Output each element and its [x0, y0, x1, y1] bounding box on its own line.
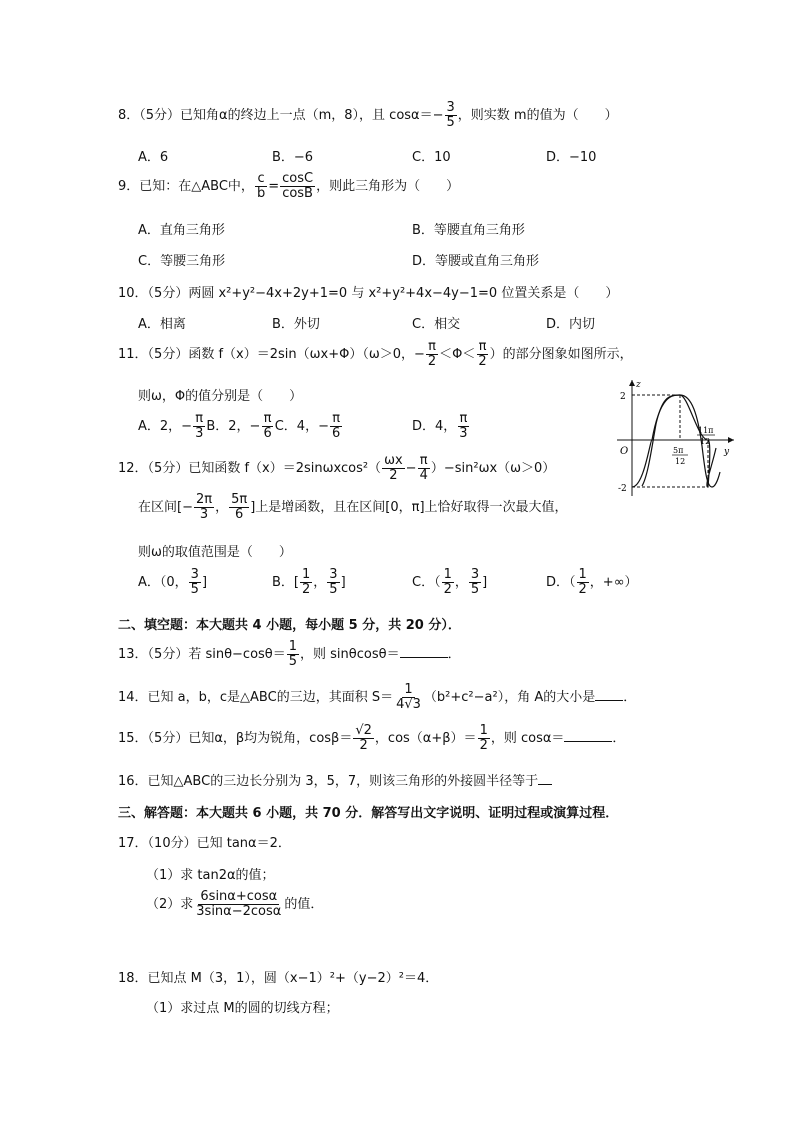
q12-option-b: B．[ $\frac{1}{2}$ ， $\frac{3}{5}$ ] — [272, 567, 346, 597]
answer-blank — [595, 688, 623, 701]
graph-x2-label: 11π — [698, 426, 714, 435]
q8-option-d: D．−10 — [546, 150, 597, 165]
q13-stem: 13．（5分）若 sinθ−cosθ＝ $\frac{1}{5}$ ，则 sinθcosθ＝ ． — [118, 639, 461, 669]
graph-x-axis-label: y — [724, 447, 730, 457]
sine-graph — [612, 376, 738, 500]
graph-y-axis-label: z — [636, 380, 641, 390]
q12-line2: 在区间[− $\frac{2\pi}{3}$ ， $\frac{5\pi}{6}$ ]上是增函数，且在区间[0，π]上恰好取得一次最大值， — [138, 492, 568, 522]
graph-ymin-label: -2 — [618, 484, 627, 494]
q10-stem: 10．（5分）两圆 x²+y²−4x+2y+1=0 与 x²+y²+4x−4y−1=0 位置关系是（ ） — [118, 286, 619, 301]
q9-option-c: C．等腰三角形 — [138, 254, 226, 269]
graph-origin-label: O — [620, 446, 629, 457]
section-2-heading: 二、填空题：本大题共 4 小题，每小题 5 分，共 20 分）． — [118, 618, 461, 633]
q9-option-d: D．等腰或直角三角形 — [412, 254, 540, 269]
q12-line3: 则ω的取值范围是（ ） — [138, 545, 292, 560]
q11-options: A．2，− $\frac{\pi}{3}$ B．2，− $\frac{\pi}{6}$ C．4，− $\frac{\pi}{6}$ — [138, 411, 341, 441]
q10-option-d: D．内切 — [546, 317, 596, 332]
answer-blank — [564, 729, 612, 742]
fraction: $\frac{3}{5}$ — [446, 100, 455, 130]
q14-stem: 14．已知 a，b，c是△ABC的三边，其面积 S＝ $\frac{1}{4√3}$ （b²+c²−a²），角 A的大小是 ． — [118, 682, 637, 712]
q9-option-a: A．直角三角形 — [138, 223, 225, 238]
q10-option-b: B．外切 — [272, 317, 320, 332]
q11-stem: 11．（5分）函数 f（x）＝2sin（ωx+Φ）（ω＞0，− $\frac{\pi}{2}$ ＜Φ＜ $\frac{\pi}{2}$ ）的部分图象如图所示， — [118, 339, 633, 369]
q18-stem: 18．已知点 M（3，1），圆（x−1）²+（y−2）²＝4． — [118, 971, 439, 986]
q8-option-b: B．−6 — [272, 150, 314, 165]
q15-stem: 15．（5分）已知α，β均为锐角，cosβ＝ $\frac{√2}{2}$ ，cos（α+β）＝ $\frac{1}{2}$ ，则 cosα＝ ． — [118, 723, 626, 753]
graph-x1-label: 5π — [673, 446, 684, 455]
graph-x1-den: 12 — [675, 457, 686, 466]
q9-stem: 9．已知：在△ABC中， $\frac{c}{b}$ = $\frac{\cos C}{\cos B}$ ，则此三角形为（ ） — [118, 171, 460, 201]
q12-option-d: D．（ $\frac{1}{2}$ ，+∞） — [546, 567, 638, 597]
answer-blank — [538, 772, 552, 785]
answer-blank — [400, 645, 448, 658]
q12-option-a: A．（0， $\frac{3}{5}$ ] — [138, 567, 208, 597]
q11-line2: 则ω，Φ的值分别是（ ） — [138, 389, 303, 404]
section-3-heading: 三、解答题：本大题共 6 小题，共 70 分．解答写出文字说明、证明过程或演算过程． — [118, 806, 619, 821]
q17-part2: （2）求 $\frac{6\sin\alpha+\cos\alpha}{3\sin\alpha-2\cos\alpha}$ 的值． — [146, 889, 324, 919]
q10-option-a: A．相离 — [138, 317, 186, 332]
q17-part1: （1）求 tan2α的值； — [146, 868, 275, 883]
graph-x2-den: 12 — [700, 437, 711, 446]
q16-stem: 16．已知△ABC的三边长分别为 3，5，7，则该三角形的外接圆半径等于 — [118, 770, 552, 789]
q8-option-c: C．10 — [412, 150, 451, 165]
q8-option-a: A．6 — [138, 150, 169, 165]
q18-part1: （1）求过点 M的圆的切线方程； — [146, 1001, 339, 1016]
q10-option-c: C．相交 — [412, 317, 461, 332]
q8-stem: 8．（5分）已知角α的终边上一点（m，8），且 cosα＝− $\frac{3}{5}$ ，则实数 m的值为（ ） — [118, 100, 618, 130]
q12-stem: 12．（5分）已知函数 f（x）＝2sinωxcos²（ $\frac{\omega x}{2}$ − $\frac{\pi}{4}$ ）−sin²ωx（ω＞0） — [118, 453, 556, 483]
q12-option-c: C．（ $\frac{1}{2}$ ， $\frac{3}{5}$ ] — [412, 567, 488, 597]
q9-option-b: B．等腰直角三角形 — [412, 223, 525, 238]
q17-stem: 17．（10分）已知 tanα＝2． — [118, 836, 291, 851]
graph-ymax-label: 2 — [620, 392, 626, 402]
q11-option-d: D．4， $\frac{\pi}{3}$ — [412, 411, 468, 441]
